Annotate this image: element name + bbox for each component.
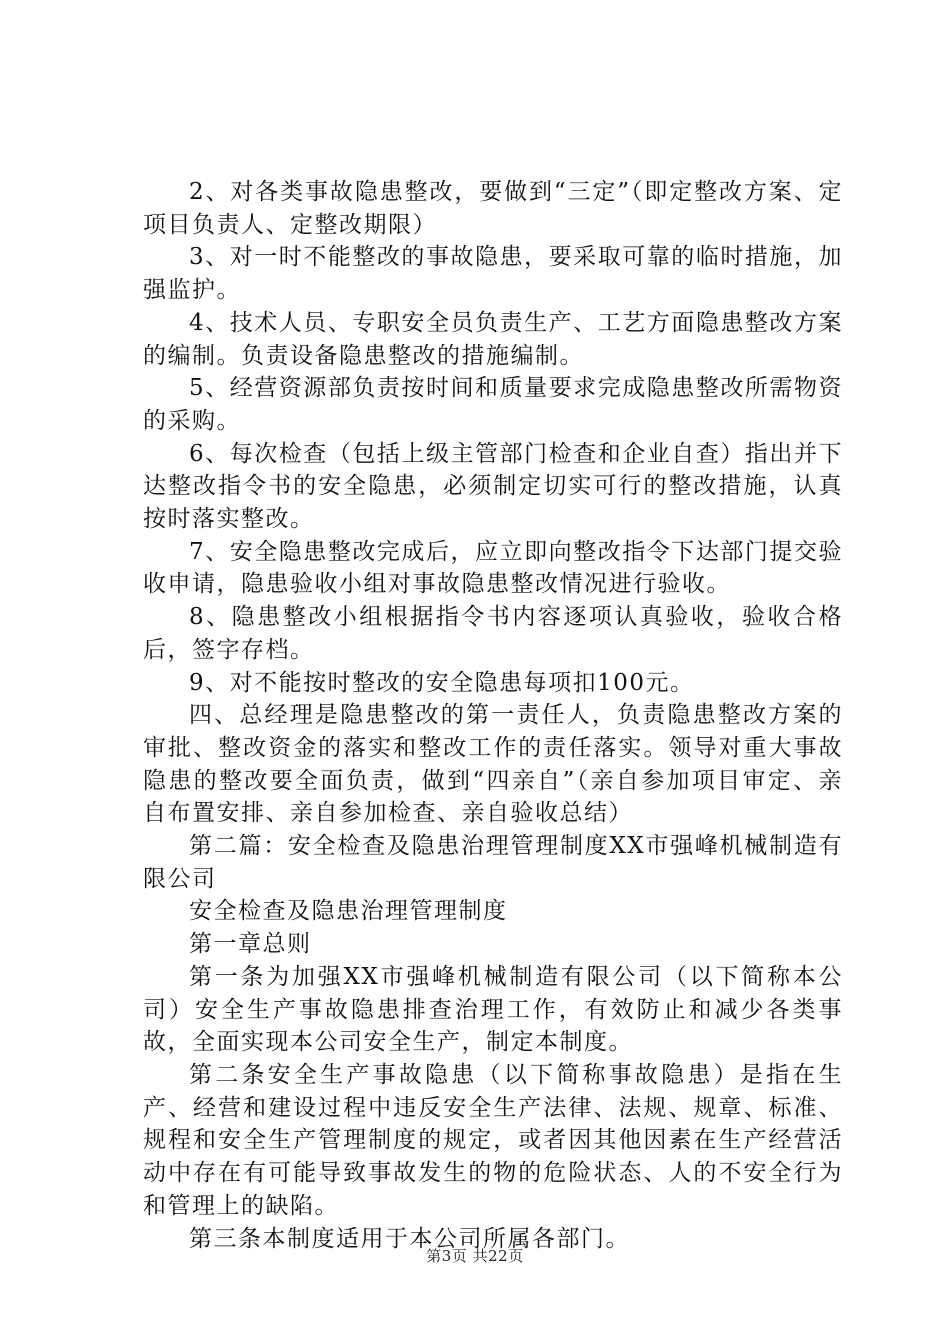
- paragraph-item-6: 6、每次检查（包括上级主管部门检查和企业自查）指出并下达整改指令书的安全隐患，必须制定切实可行的整改措施，认真按时落实整改。: [143, 440, 843, 533]
- paragraph-part-two-heading: 第二篇：安全检查及隐患治理管理制度XX市强峰机械制造有限公司: [143, 833, 843, 892]
- paragraph-article-one: 第一条为加强XX市强峰机械制造有限公司（以下简称本公司）安全生产事故隐患排查治理工作，有效防止和减少各类事故，全面实现本公司安全生产，制定本制度。: [143, 963, 843, 1056]
- paragraph-item-7: 7、安全隐患整改完成后，应立即向整改指令下达部门提交验收申请，隐患验收小组对事故隐患整改情况进行验收。: [143, 538, 843, 598]
- paragraph-item-4: 4、技术人员、专职安全员负责生产、工艺方面隐患整改方案的编制。负责设备隐患整改的措施编制。: [143, 309, 843, 369]
- paragraph-item-5: 5、经营资源部负责按时间和质量要求完成隐患整改所需物资的采购。: [143, 375, 843, 434]
- page-number-footer: 第3页 共22页: [426, 1247, 524, 1265]
- paragraph-article-three: 第三条本制度适用于本公司所属各部门。: [189, 1225, 630, 1252]
- paragraph-item-3: 3、对一时不能整改的事故隐患，要采取可靠的临时措施，加强监护。: [143, 244, 843, 304]
- paragraph-regulation-title: 安全检查及隐患治理管理制度: [189, 898, 508, 925]
- paragraph-item-9: 9、对不能按时整改的安全隐患每项扣100元。: [189, 669, 695, 696]
- paragraph-item-8: 8、隐患整改小组根据指令书内容逐项认真验收，验收合格后，签字存档。: [143, 604, 843, 663]
- document-body: [143, 176, 843, 1255]
- paragraph-chapter-one: 第一章总则: [189, 931, 312, 958]
- paragraph-article-two: 第二条安全生产事故隐患（以下简称事故隐患）是指在生产、经营和建设过程中违反安全生产法律、法规、规章、标准、规程和安全生产管理制度的规定，或者因其他因素在生产经营活动中存在有可能导致事故发生的物的危险状态、人的不安全行为和管理上的缺陷。: [143, 1061, 843, 1219]
- paragraph-section-four: 四、总经理是隐患整改的第一责任人，负责隐患整改方案的审批、整改资金的落实和整改工作的责任落实。领导对重大事故隐患的整改要全面负责，做到“四亲自”（亲自参加项目审定、亲自布置安排、亲自参加检查、亲自验收总结）: [143, 702, 843, 827]
- paragraph-item-2: 2、对各类事故隐患整改，要做到“三定”（即定整改方案、定项目负责人、定整改期限）: [143, 179, 843, 238]
